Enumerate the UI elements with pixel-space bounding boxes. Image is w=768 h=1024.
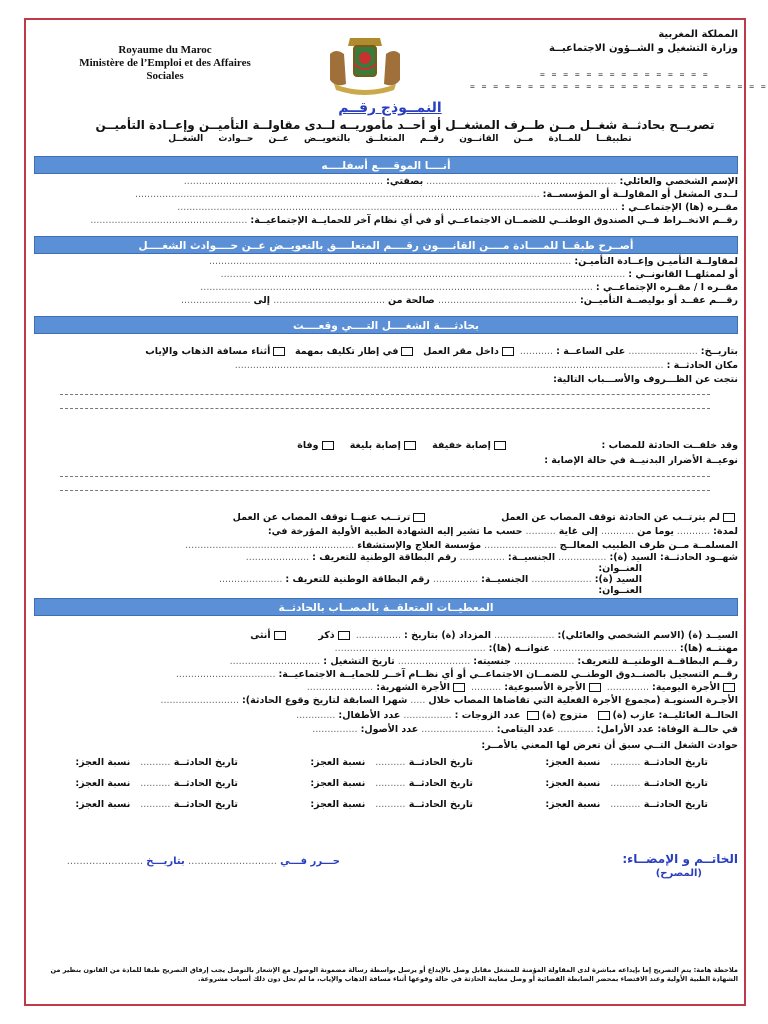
result-row [34, 440, 738, 452]
label-victim-cnss: رقــم التسجيل بالصنــدوق الوطنــي للضمــان الاجتماعــي أو أي نظــام آخــر للحمايــة الاجتماعيــة: [278, 669, 738, 680]
footnote: ملاحظة هامة: يتم التصريح إما بإيداعه مباشرة لدى المقاولة المؤمنة للمشغل مقابل وصل بالإيداع أو يرسل بواسطة رسالة مضمونة الوصول مع الإشعار بالتوصل يجب إرفاق التصريح طبقا للمادة من القانون بنظير من الشهادة الطبية الأولية وعند الاقتضاء بمحضر الضابطة القضائية أو وصل معاينة الحادثة في حالة وقوعها أثناء مسافة الذهاب والإياب، ما لم تحل دون ذلك أسباب مشروعة. [50, 966, 738, 983]
label-widows: في حالــة الوفاة: عدد الأرامل: [596, 724, 738, 735]
label-death: وفاة [297, 440, 319, 451]
doctor-row: المسلمــة مــن طرف الطبيب المعالــج ........................ مؤسسة العلاج والإستشفاء ........................................................ [185, 540, 738, 551]
witness-1-row: شهــود الحادثــة: السيد (ة): ................ الجنسيــة: ............... رقم البطاقة الوطنية للتعريف : ..................... [245, 552, 738, 563]
label-name: الإسم الشخصي والعائلي: [619, 176, 738, 187]
blank-line [60, 408, 710, 409]
label-male: ذكر [318, 630, 335, 641]
employer-row: لــدى المشغل أو المقاولــة أو المؤسســة: ...................................................................................................................................... [134, 189, 738, 200]
prior-accidents-row [34, 740, 738, 752]
checkbox-weekly-wage[interactable] [589, 683, 601, 692]
prior-accident-2: تاريخ الحادثــة .......... نسبة العجز: [310, 757, 473, 768]
prior-accident-3: تاريخ الحادثــة .......... نسبة العجز: [75, 757, 238, 768]
label-female: أنثى [250, 630, 271, 641]
dash-rule-2: = = = = = = = = = = = = = = = = = = = = = = = = = = [470, 82, 767, 91]
cin-row: رقــم البطاقــة الوطنيــة للتعريف: .................... جنسيته: ........................ تاريخ التشغيل : .............................. [229, 656, 738, 667]
fr-line-1: Royaume du Maroc [118, 44, 212, 56]
label-cnss: رقــم الانخــراط فــي الصندوق الوطنــي للضمــان الاجتماعــي أو في أي نظام آخر للحمايــة الإجتماعيــة: [250, 215, 738, 226]
label-injury-type: نوعيــة الأضرار البدنيــة في حالة الإصابة : [544, 455, 738, 466]
checkbox-married[interactable] [527, 711, 539, 720]
cause-row [34, 374, 738, 386]
label-hire-date: تاريخ التشغيل : [323, 656, 395, 667]
ar-line-2: وزارة التشغيل و الشــؤون الاجتماعيــة [549, 43, 738, 54]
label-legal-rep: أو لممثلهــا القانونــي : [628, 269, 738, 280]
label-daily-wage: الأجرة اليومية: [652, 682, 720, 693]
label-acc-date: تاريخ الحادثــة [408, 757, 473, 768]
label-cause: نتجت عن الظـــروف والأســـباب التالية: [553, 374, 738, 385]
label-annual-wage-2: شهرا السابقة لتاريخ وقوع الحادثة): [242, 695, 408, 706]
witness-2-row: السيد (ة): .................... الجنسيــة: ............... رقم البطاقة الوطنية للتعريف : ..................... [218, 574, 642, 585]
death-row: في حالــة الوفاة: عدد الأرامل: ............ عدد اليتامى: ........................ عدد الأصول: ............... [312, 724, 738, 735]
label-acc-date: تاريخ الحادثــة [643, 799, 708, 810]
label-id-1: رقم البطاقة الوطنية للتعريف : [312, 552, 457, 563]
label-date: بتاريــخ: [700, 346, 738, 357]
label-id-2: رقم البطاقة الوطنية للتعريف : [285, 574, 430, 585]
accident-date-row: بتاريــخ: ....................... على الساعــة : ........... داخل مقر العمل في إطار تكليف بمهمة أثناء مسافة الذهاب والإياب [145, 346, 738, 357]
insurer-hq-row: مقــره ا / مقــره الإجتماعــي : .................................................................................................................................. [200, 282, 738, 293]
label-disability: نسبة العجز: [310, 778, 366, 789]
label-disability: نسبة العجز: [75, 778, 131, 789]
label-acc-date: تاريخ الحادثــة [643, 757, 708, 768]
label-address-1: العنــوان: [598, 563, 642, 574]
label-acc-date: تاريخ الحادثــة [173, 778, 238, 789]
label-commute: أثناء مسافة الذهاب والإياب [145, 346, 271, 357]
checkbox-single[interactable] [598, 711, 610, 720]
place-row: مكان الحادثــة : .............................................................................................................................................. [234, 360, 738, 371]
section-band-victim: المعطيــات المتعلقــة بالمصــاب بالحادثــة [34, 598, 738, 616]
prior-accident-5: تاريخ الحادثــة .......... نسبة العجز: [310, 778, 473, 789]
label-disability: نسبة العجز: [545, 799, 601, 810]
label-annual-wage: الأجـرة السنويـة (مجموع الأجرة الفعلية التي تقاضاها المصاب خلال [428, 695, 738, 706]
label-until: إلى غاية [558, 526, 598, 537]
label-stop: ترتــب عنهــا توقف المصاب عن العمل [232, 512, 411, 523]
label-victim-nationality: جنسيته: [473, 656, 511, 667]
employer-hq-row: مقــره (ها) الإجتماعــي : .................................................................................................................................................. [177, 202, 738, 213]
blank-line [60, 490, 710, 491]
label-place: مكان الحادثــة : [666, 360, 738, 371]
label-policy: رقـــم عقــد أو بوليصــة التأميــن: [579, 295, 738, 306]
section-band-declarant: أنــــا الموقــــع أسفلــــه [34, 156, 738, 174]
checkbox-serious-injury[interactable] [404, 441, 416, 450]
prior-accident-8: تاريخ الحادثــة .......... نسبة العجز: [310, 799, 473, 810]
label-minor-injury: إصابة خفيفة [432, 440, 491, 451]
form-subtitle-legal: تطبيقــا للمــادة مــن القانــون رقــم المتعلــق بالتعويــض عــن حــوادث الشغــل [168, 134, 632, 144]
label-acc-date: تاريخ الحادثــة [408, 778, 473, 789]
prior-accident-1: تاريخ الحادثــة .......... نسبة العجز: [545, 757, 708, 768]
label-address-2: العنــوان: [598, 585, 642, 596]
label-acc-date: تاريخ الحادثــة [408, 799, 473, 810]
legal-rep-row: أو لممثلهــا القانونــي : ...................................................................................................................................... [220, 269, 738, 280]
section-band-accident: بحادثــــة الشغــــل التــــي وقعــــت [34, 316, 738, 334]
prior-accident-7: تاريخ الحادثــة .......... نسبة العجز: [545, 799, 708, 810]
label-no-stop: لم يترتــب عن الحادثة توقف المصاب عن العمل [501, 512, 720, 523]
insurer-row: لمقاولــة التأميـن وإعــادة التأميـن: ........................................................................................................................ [208, 256, 738, 267]
label-disability: نسبة العجز: [545, 757, 601, 768]
label-victim-name: السيــد (ة) (الاسم الشخصي والعائلي): [557, 630, 738, 641]
label-witness-1: السيد (ة): [609, 552, 657, 563]
label-prior-accidents: حوادث الشغل التــي سبق أن تعرض لها المعني بالأمــر: [481, 740, 738, 751]
duration-row: لمدة: ........... يوما من ........... إلى غاية .......... حسب ما تشير إليه الشهادة الطبية الأولية المؤرخة في: [267, 526, 738, 537]
fr-line-2: Ministère de l’Emploi et des Affaires [79, 57, 251, 69]
dash-rule-1: = = = = = = = = = = = = = = = [540, 70, 709, 79]
label-nationality-1: الجنسيــة: [507, 552, 556, 563]
label-inside-workplace: داخل مقر العمل [423, 346, 499, 357]
ar-line-1: المملكة المغربية [658, 29, 738, 40]
label-monthly-wage: الأجرة الشهرية: [376, 682, 450, 693]
label-certificate: حسب ما تشير إليه الشهادة الطبية الأولية المؤرخة في: [267, 526, 523, 537]
label-orphans: عدد اليتامى: [496, 724, 555, 735]
place-date-line: حـــرر فـــي ............................ بتاريـــخ ........................ [66, 856, 340, 867]
label-disability: نسبة العجز: [310, 799, 366, 810]
coat-of-arms-emblem [320, 34, 410, 96]
label-hour: على الساعــة : [556, 346, 626, 357]
label-disability: نسبة العجز: [545, 778, 601, 789]
declarant-label: (المصرح) [655, 868, 702, 879]
label-single: الحالــة العائليــة: عازب (ة) [612, 710, 738, 721]
cnss-row: رقــم الانخــراط فــي الصندوق الوطنــي للضمــان الاجتماعــي أو في أي نظام آخر للحمايــة الإجتماعيــة: .................................................... [90, 215, 738, 226]
fr-line-3: Sociales [146, 70, 184, 82]
declarant-name-row: الإسم الشخصي والعائلي: ............................................................... بصفتي: .................................................................. [183, 176, 738, 187]
victim-name-row: السيــد (ة) (الاسم الشخصي والعائلي): .................... المزداد (ة) بتاريخ : ............... ذكر أنثى [250, 630, 738, 641]
label-cin: رقــم البطاقــة الوطنيــة للتعريف: [577, 656, 738, 667]
label-witnesses: شهــود الحادثــة: [660, 552, 738, 563]
form-subtitle: تصريــح بحادثــة شغــل مــن طــرف المشغــل أو أحــد مأموريــه لــدى مقاولــة التأميــن وإعــادة التأميــن [95, 118, 715, 132]
checkbox-male[interactable] [338, 631, 350, 640]
label-ascendants: عدد الأصول: [360, 724, 419, 735]
label-dated: بتاريـــخ [146, 856, 185, 867]
label-capacity: بصفتي: [386, 176, 424, 187]
label-disability: نسبة العجز: [75, 757, 131, 768]
witness-2-address-row [34, 585, 738, 597]
label-acc-date: تاريخ الحادثــة [173, 799, 238, 810]
label-employer: لــدى المشغل أو المقاولــة أو المؤسســة: [542, 189, 738, 200]
prior-accident-6: تاريخ الحادثــة .......... نسبة العجز: [75, 778, 238, 789]
label-result: وقد خلفــت الحادثة للمصاب : [601, 440, 738, 451]
wage-row: الأجرة اليومية: .............. الأجرة الأسبوعية: .......... الأجرة الشهرية: ...................... [34, 682, 738, 694]
label-witness-2: السيد (ة): [594, 574, 642, 585]
work-stop-row [34, 512, 738, 524]
label-birthdate: المزداد (ة) بتاريخ : [404, 630, 492, 641]
label-done-in: حـــرر فـــي [280, 856, 340, 867]
checkbox-no-stop[interactable] [723, 513, 735, 522]
prior-accident-9: تاريخ الحادثــة .......... نسبة العجز: [75, 799, 238, 810]
annual-wage-row: الأجـرة السنويـة (مجموع الأجرة الفعلية التي تقاضاها المصاب خلال ..... شهرا السابقة لتاريخ وقوع الحادثة): .......................... [160, 695, 738, 706]
checkbox-minor-injury[interactable] [494, 441, 506, 450]
label-days-from: يوما من [637, 526, 674, 537]
checkbox-inside-workplace[interactable] [502, 347, 514, 356]
checkbox-death[interactable] [322, 441, 334, 450]
label-doctor: المسلمــة مــن طرف الطبيب المعالــج [559, 540, 738, 551]
label-insurer-hq: مقــره ا / مقــره الإجتماعــي : [595, 282, 738, 293]
checkbox-stop[interactable] [413, 513, 425, 522]
label-acc-date: تاريخ الحادثــة [173, 757, 238, 768]
label-valid-to: إلى [253, 295, 270, 306]
job-row: مهنتــه (ها): ......................................... عنوانــه (ها): .................................................. [334, 643, 738, 654]
blank-line [60, 476, 710, 477]
label-mission: في إطار تكليف بمهمة [294, 346, 399, 357]
checkbox-monthly-wage[interactable] [453, 683, 465, 692]
family-row: الحالــة العائليــة: عازب (ة) متزوج (ة) عدد الزوجات : ................ عدد الأطفال: ............. [296, 710, 738, 721]
label-children: عدد الأطفال: [338, 710, 401, 721]
checkbox-female[interactable] [274, 631, 286, 640]
signature-label: الخاتــم و الإمضــاء: [622, 852, 738, 866]
label-insurer: لمقاولــة التأميـن وإعــادة التأميـن: [574, 256, 738, 267]
victim-cnss-row: رقــم التسجيل بالصنــدوق الوطنــي للضمــان الاجتماعــي أو أي نظــام آخــر للحمايــة الاجتماعيــة: ................................. [175, 669, 738, 680]
label-married: متزوج (ة) [541, 710, 588, 721]
label-clinic: مؤسسة العلاج والإستشفاء [357, 540, 482, 551]
label-disability: نسبة العجز: [75, 799, 131, 810]
label-weekly-wage: الأجرة الأسبوعية: [504, 682, 586, 693]
label-disability: نسبة العجز: [310, 757, 366, 768]
french-header [30, 44, 300, 83]
label-spouses: عدد الزوجات : [454, 710, 521, 721]
checkbox-mission[interactable] [401, 347, 413, 356]
arabic-header [480, 28, 738, 56]
label-nationality-2: الجنسيــة: [481, 574, 529, 585]
policy-row: رقـــم عقــد أو بوليصــة التأميــن: .............................................. صالحة من ..................................... إلى ....................... [181, 295, 738, 306]
form-title: النمــوذج رقــم [338, 100, 442, 116]
label-serious-injury: إصابة بليغة [349, 440, 401, 451]
label-valid-from: صالحة من [388, 295, 435, 306]
injury-type-row [34, 455, 738, 467]
checkbox-commute[interactable] [273, 347, 285, 356]
label-job: مهنتــه (ها): [679, 643, 738, 654]
checkbox-daily-wage[interactable] [723, 683, 735, 692]
section-band-insurer: أصــرح طبقــا للمــــادة مــــن القانــــون رقــــم المتعلــــق بالتعويــض عــن حــــوادث الشغــــل [34, 236, 738, 254]
label-acc-date: تاريخ الحادثــة [643, 778, 708, 789]
prior-accident-4: تاريخ الحادثــة .......... نسبة العجز: [545, 778, 708, 789]
label-headquarters: مقــره (ها) الإجتماعــي : [621, 202, 738, 213]
label-victim-address: عنوانــه (ها): [488, 643, 551, 654]
blank-line [60, 394, 710, 395]
label-duration: لمدة: [713, 526, 738, 537]
